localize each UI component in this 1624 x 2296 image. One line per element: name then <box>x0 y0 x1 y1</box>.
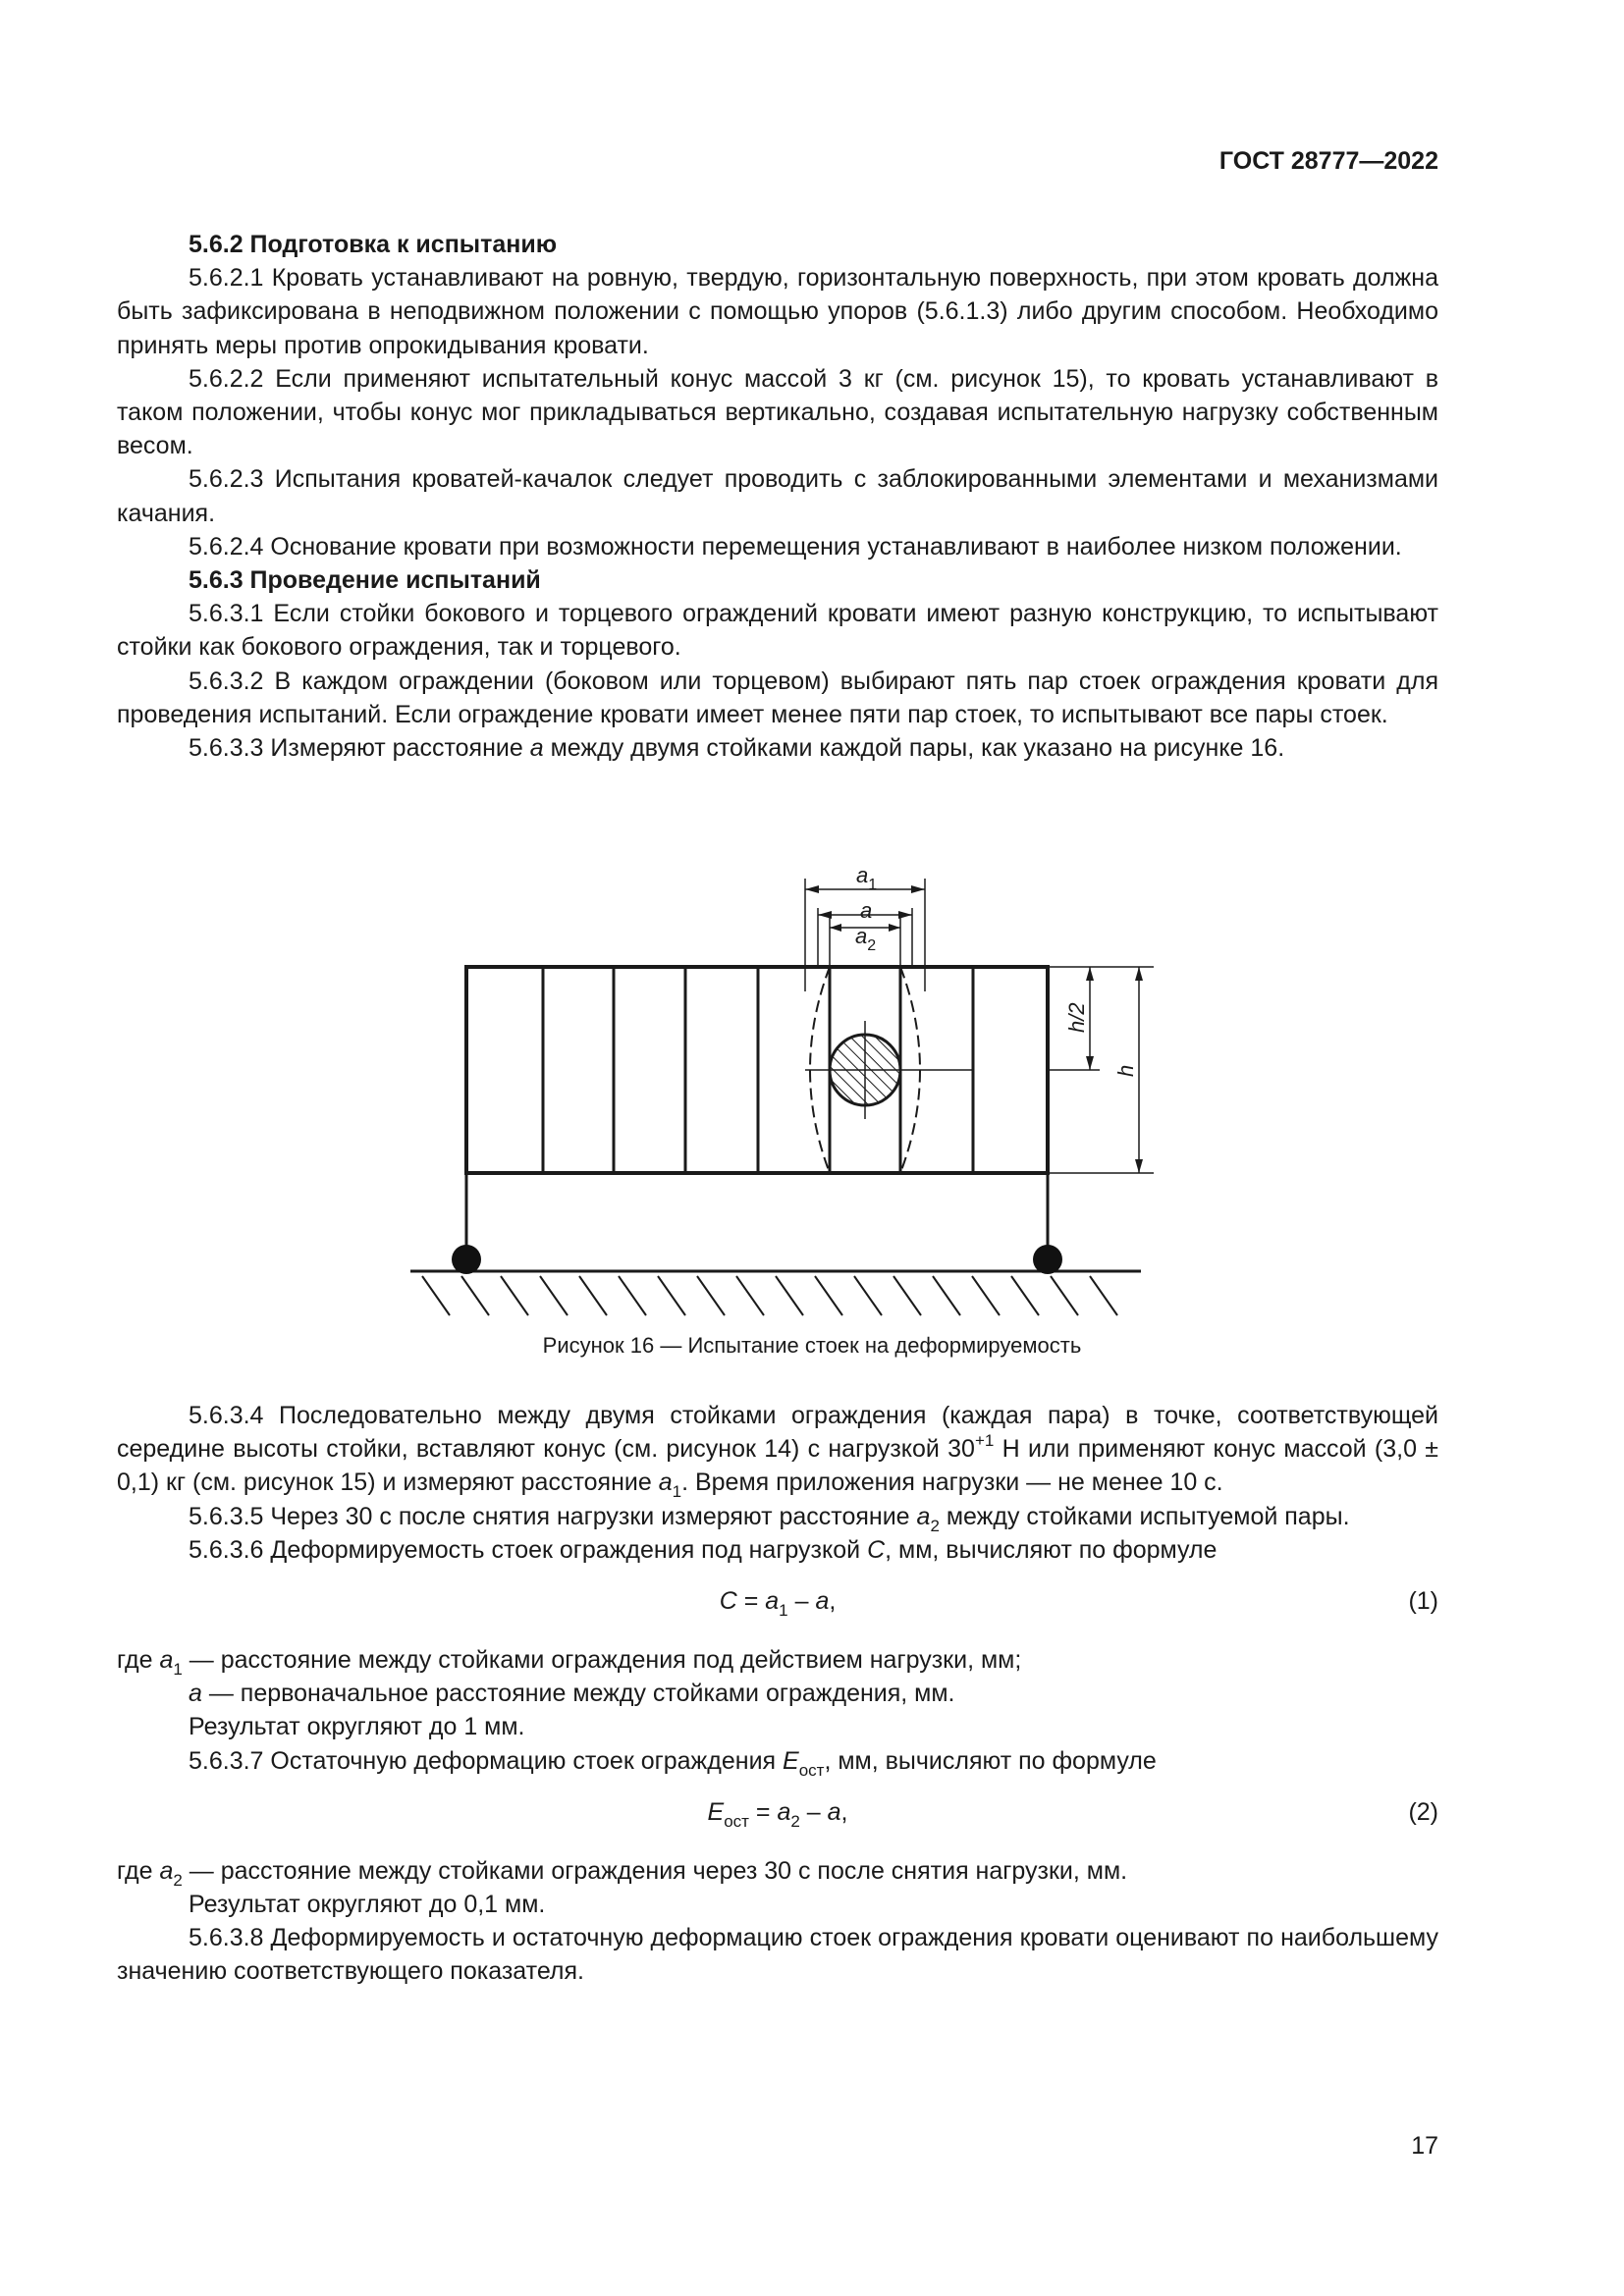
formula-2-number: (2) <box>1408 1797 1438 1826</box>
paragraph-5-6-3-4: 5.6.3.4 Последовательно между двумя стойками ограждения (каждая пара) в точке, соответствующей середине высоты стойки, вставляют конус (см. рисунок 14) с нагрузкой $30^{+1}$ Н или применяют конус массой (3,0 ± 0,1) кг (см. рисунок 15) и измеряют расстояние $a_1$. Время приложения нагрузки — не менее 10 с. <box>117 1402 1438 1502</box>
paragraph-5-6-2-4: 5.6.2.4 Основание кровати при возможности перемещения устанавливают в наиболее низком положении. <box>189 532 1402 561</box>
section-title-5-6-3: 5.6.3 Проведение испытаний <box>189 566 541 595</box>
standard-header: ГОСТ 28777—2022 <box>1218 147 1438 175</box>
wheel-right <box>1033 1245 1062 1274</box>
cone-section <box>830 1035 900 1105</box>
label-a: a <box>860 898 873 923</box>
page-number: 17 <box>1411 2132 1438 2160</box>
label-a1: $a_1$ <box>856 863 878 893</box>
rounding-note-1: Результат округляют до 1 мм. <box>189 1713 525 1741</box>
label-h-half: h/2 <box>1064 1002 1089 1033</box>
paragraph-5-6-2-2: 5.6.2.2 Если применяют испытательный конус массой 3 кг (см. рисунок 15), то кровать устанавливают в таком положении, чтобы конус мог прикладываться вертикально, создавая испытательную нагрузку собственным весом. <box>117 364 1438 460</box>
text-block-bottom <box>117 1399 1438 1989</box>
figure-caption: Рисунок 16 — Испытание стоек на деформируемость <box>542 1333 1082 1358</box>
ground-hatching <box>422 1276 1117 1315</box>
where-a2: где $a_2$ — расстояние между стойками ограждения через 30 с после снятия нагрузки, мм. <box>117 1856 1128 1890</box>
paragraph-5-6-3-8: 5.6.3.8 Деформируемость и остаточную деформацию стоек ограждения кровати оценивают по наибольшему значению соответствующего показателя. <box>117 1924 1438 1986</box>
wheel-left <box>452 1245 481 1274</box>
paragraph-5-6-2-1: 5.6.2.1 Кровать устанавливают на ровную, твердую, горизонтальную поверхность, при этом кровать должна быть зафиксирована в неподвижном положении с помощью упоров (5.6.1.3) либо другим способом. Необходимо принять меры против опрокидывания кровати. <box>117 264 1438 359</box>
paragraph-5-6-3-5: 5.6.3.5 Через 30 с после снятия нагрузки измеряют расстояние $a_2$ между стойками испытуемой пары. <box>189 1502 1350 1535</box>
label-a2: $a_2$ <box>855 924 877 954</box>
rounding-note-2: Результат округляют до 0,1 мм. <box>189 1891 546 1919</box>
where-a1: где $a_1$ — расстояние между стойками ограждения под действием нагрузки, мм; <box>117 1646 1022 1680</box>
formula-2: $E_{ост} = a_2 - a$, (2) <box>117 1795 1438 1829</box>
paragraph-5-6-3-2: 5.6.3.2 В каждом ограждении (боковом или торцевом) выбирают пять пар стоек ограждения кровати для проведения испытаний. Если ограждение кровати имеет менее пяти пар стоек, то испытывают все пары стоек. <box>117 667 1438 728</box>
paragraph-5-6-3-1: 5.6.3.1 Если стойки бокового и торцевого ограждений кровати имеют разную конструкцию, то испытывают стойки как бокового ограждения, так и торцевого. <box>117 600 1438 662</box>
label-h: h <box>1113 1064 1138 1077</box>
section-title-5-6-2: 5.6.2 Подготовка к испытанию <box>189 231 558 258</box>
paragraph-5-6-3-3: 5.6.3.3 Измеряют расстояние a между двумя стойками каждой пары, как указано на рисунке 16. <box>189 734 1285 763</box>
formula-1: $C = a_1 - a$, (1) <box>117 1584 1438 1618</box>
where-a: a — первоначальное расстояние между стойками ограждения, мм. <box>189 1680 955 1708</box>
paragraph-5-6-3-7: 5.6.3.7 Остаточную деформацию стоек ограждения $E_{ост}$, мм, вычисляют по формуле <box>189 1746 1157 1780</box>
formula-1-number: (1) <box>1408 1587 1438 1616</box>
paragraph-5-6-3-6: 5.6.3.6 Деформируемость стоек ограждения под нагрузкой C, мм, вычисляют по формуле <box>189 1535 1218 1564</box>
paragraph-5-6-2-3: 5.6.2.3 Испытания кроватей-качалок следует проводить с заблокированными элементами и механизмами качания. <box>117 465 1438 527</box>
